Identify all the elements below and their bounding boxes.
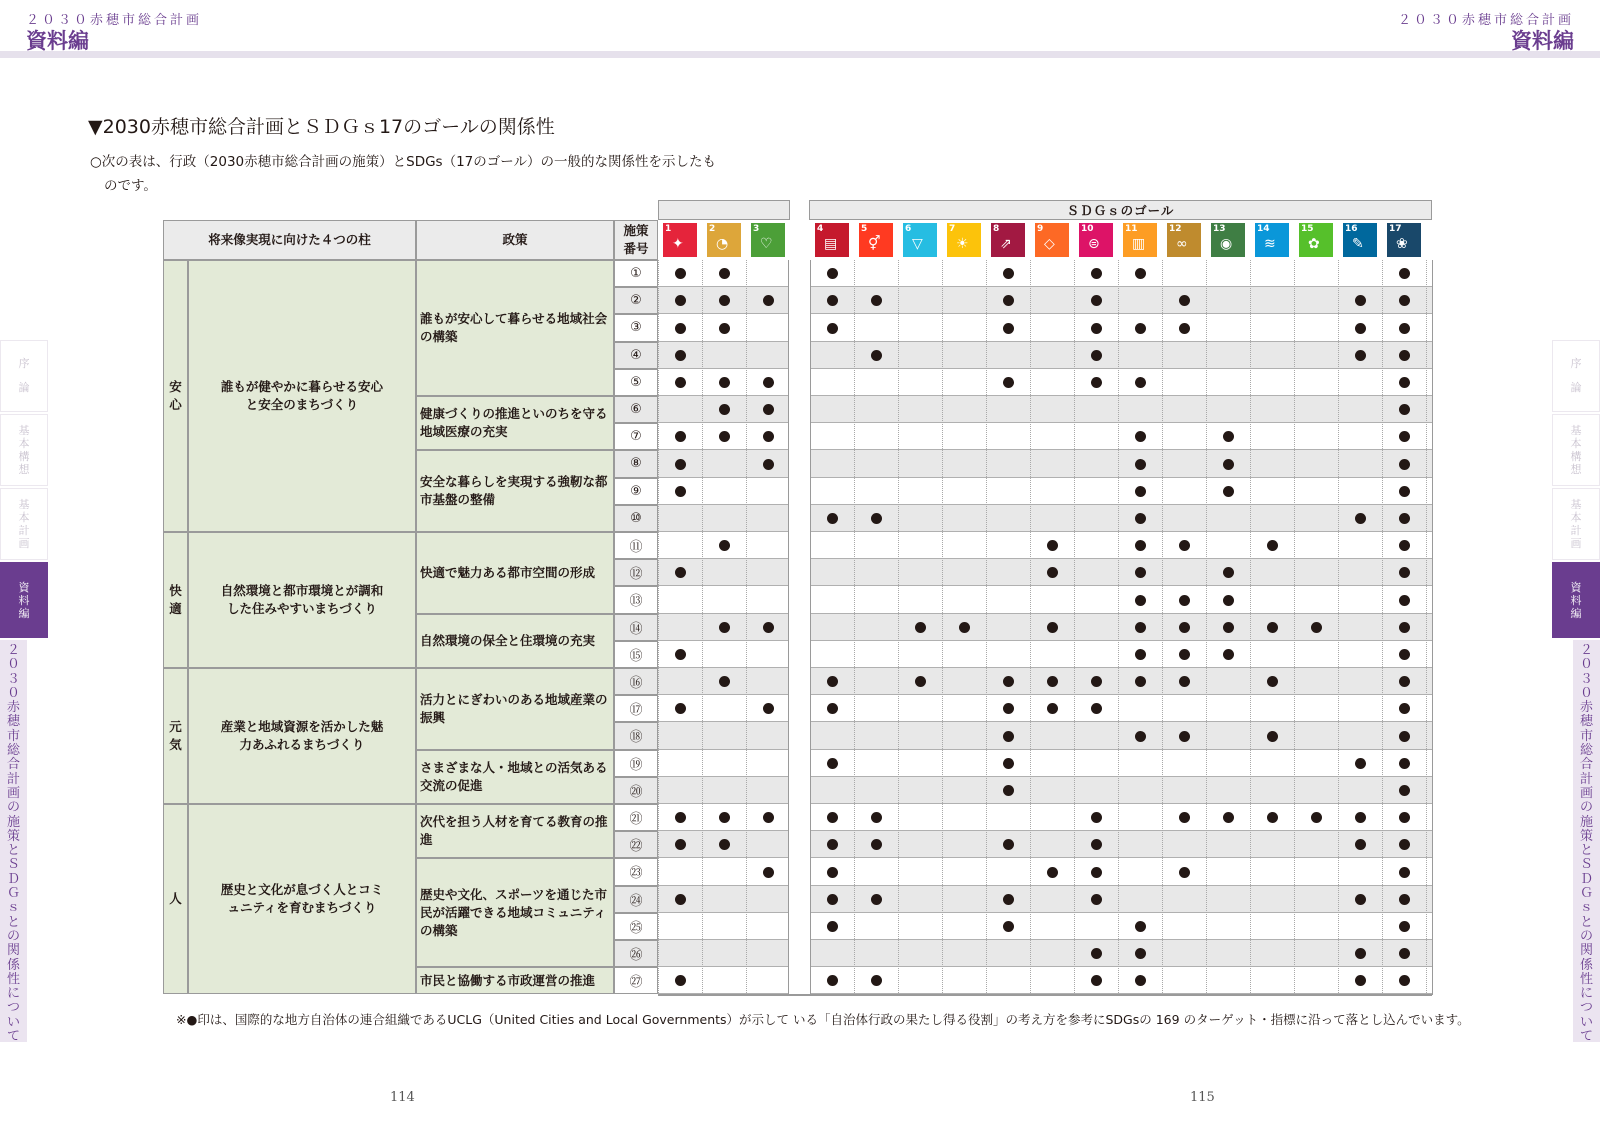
relation-dot xyxy=(1135,513,1146,524)
description-line-1: ○次の表は、行政（2030赤穂市総合計画の施策）とSDGs（17のゴール）の一般的な関係性を示したも xyxy=(90,154,717,170)
good-health-icon: 3 ♡ xyxy=(751,223,785,257)
page-number-left: 114 xyxy=(390,1090,415,1105)
relation-dot xyxy=(1003,785,1014,796)
measure-number: ⑱ xyxy=(614,722,658,749)
relation-dot xyxy=(1355,350,1366,361)
relation-dot xyxy=(675,894,686,905)
relation-dot xyxy=(763,867,774,878)
footnote-right: いる「自治体行政の果たし得る役割」の考え方を参考にSDGsの 169 のターゲット・指標に沿って落とし込んでいます。 xyxy=(793,1012,1470,1027)
measure-number: ② xyxy=(614,287,658,314)
side-tab-label: 基本構想 xyxy=(18,424,30,476)
relation-dot xyxy=(1135,377,1146,388)
column-divider xyxy=(1432,260,1433,995)
measure-number: ⑦ xyxy=(614,423,658,450)
relation-dot xyxy=(827,921,838,932)
quality-education-icon: 4 ▤ xyxy=(815,223,849,257)
relation-dot xyxy=(1355,513,1366,524)
side-tab-label: 資料編 xyxy=(1570,580,1582,620)
relation-dot xyxy=(1223,431,1234,442)
header-title-left: 資料編 xyxy=(26,29,89,53)
side-vertical-label-right xyxy=(1573,640,1600,1045)
measure-number: ⑤ xyxy=(614,369,658,396)
measure-number: ⑭ xyxy=(614,614,658,641)
measure-number: ⑳ xyxy=(614,777,658,804)
relation-dot xyxy=(1399,404,1410,415)
pillar-char: 元気 xyxy=(163,668,188,804)
relation-dot xyxy=(1135,567,1146,578)
page-number-right: 115 xyxy=(1190,1090,1215,1105)
side-vertical-label-left xyxy=(0,640,27,1045)
table-row-left xyxy=(658,777,788,804)
relation-dot xyxy=(915,622,926,633)
measure-number: ⑲ xyxy=(614,750,658,777)
column-divider xyxy=(1074,260,1075,995)
relation-dot xyxy=(1223,649,1234,660)
sustainable-cities-icon: 11 ▥ xyxy=(1123,223,1157,257)
relation-dot xyxy=(1399,459,1410,470)
side-tab-appendix-right[interactable] xyxy=(1552,562,1600,638)
relation-dot xyxy=(827,676,838,687)
policy-cell: 歴史や文化、スポーツを通じた市民が活躍できる地域コミュニティの構築 xyxy=(416,858,614,967)
relation-dot xyxy=(1355,812,1366,823)
relation-dot xyxy=(827,839,838,850)
side-tab-label: 序論 xyxy=(1570,357,1582,394)
relation-dot xyxy=(871,975,882,986)
measure-number: ㉒ xyxy=(614,831,658,858)
relation-dot xyxy=(1399,595,1410,606)
relation-dot xyxy=(827,295,838,306)
measure-number: ⑯ xyxy=(614,668,658,695)
relation-dot xyxy=(1135,486,1146,497)
relation-dot xyxy=(1267,676,1278,687)
relation-dot xyxy=(763,812,774,823)
relation-dot xyxy=(1399,540,1410,551)
relation-dot xyxy=(1179,731,1190,742)
column-divider xyxy=(810,260,811,995)
relation-dot xyxy=(675,377,686,388)
table-row-left xyxy=(658,722,788,749)
relation-dot xyxy=(763,622,774,633)
relation-dot xyxy=(1003,703,1014,714)
relation-dot xyxy=(1399,350,1410,361)
relation-dot xyxy=(871,513,882,524)
measure-number: ㉕ xyxy=(614,913,658,940)
side-tab-plan-right[interactable] xyxy=(1552,488,1600,560)
partnerships-icon: 17 ❀ xyxy=(1387,223,1421,257)
relation-dot xyxy=(871,350,882,361)
measure-number: ㉑ xyxy=(614,804,658,831)
header-subtitle-left: ２０３０赤穂市総合計画 xyxy=(26,13,203,28)
relation-dot xyxy=(719,295,730,306)
side-tab-label: 基本計画 xyxy=(1570,498,1582,550)
relation-dot xyxy=(1399,921,1410,932)
relation-dot xyxy=(1223,595,1234,606)
relation-dot xyxy=(719,268,730,279)
relation-dot xyxy=(1399,268,1410,279)
relation-dot xyxy=(763,703,774,714)
relation-dot xyxy=(1355,975,1366,986)
peace-justice-icon: 16 ✎ xyxy=(1343,223,1377,257)
relation-dot xyxy=(1003,839,1014,850)
table-row-left xyxy=(658,940,788,967)
page-header xyxy=(0,0,1600,58)
relation-dot xyxy=(1223,567,1234,578)
relation-dot xyxy=(1003,894,1014,905)
life-on-land-icon: 15 ✿ xyxy=(1299,223,1333,257)
relation-dot xyxy=(827,812,838,823)
policy-cell: 誰もが安心して暮らせる地域社会の構築 xyxy=(416,260,614,396)
relation-dot xyxy=(1091,323,1102,334)
relation-dot xyxy=(719,839,730,850)
relation-dot xyxy=(1399,513,1410,524)
relation-dot xyxy=(719,622,730,633)
relation-dot xyxy=(1091,676,1102,687)
relation-dot xyxy=(1399,295,1410,306)
description xyxy=(90,150,716,198)
relation-dot xyxy=(1179,622,1190,633)
relation-dot xyxy=(1091,975,1102,986)
relation-dot xyxy=(675,703,686,714)
relation-dot xyxy=(1267,540,1278,551)
relation-dot xyxy=(1399,839,1410,850)
side-tab-intro-left[interactable] xyxy=(0,340,48,412)
relation-dot xyxy=(1135,921,1146,932)
relation-dot xyxy=(1179,323,1190,334)
pillar-char: 人 xyxy=(163,804,188,994)
relation-dot xyxy=(1267,731,1278,742)
table-row-left xyxy=(658,913,788,940)
relation-dot xyxy=(1003,676,1014,687)
reduced-inequalities-icon: 10 ⊜ xyxy=(1079,223,1113,257)
measure-number: ⑧ xyxy=(614,450,658,477)
relation-dot xyxy=(1179,676,1190,687)
relation-dot xyxy=(1047,540,1058,551)
column-divider xyxy=(898,260,899,995)
relation-dot xyxy=(719,540,730,551)
relation-dot xyxy=(871,839,882,850)
side-tab-label: 基本構想 xyxy=(1570,424,1582,476)
relation-dot xyxy=(1399,758,1410,769)
side-tab-plan-left[interactable] xyxy=(0,488,48,560)
measure-number: ㉔ xyxy=(614,886,658,913)
measure-number: ㉓ xyxy=(614,858,658,885)
description-line-2: のです。 xyxy=(104,178,157,194)
relation-dot xyxy=(1399,867,1410,878)
climate-action-icon: 13 ◉ xyxy=(1211,223,1245,257)
relation-dot xyxy=(1091,295,1102,306)
relation-dot xyxy=(675,486,686,497)
relation-dot xyxy=(827,268,838,279)
relation-dot xyxy=(675,839,686,850)
side-tab-label: 基本計画 xyxy=(18,498,30,550)
policy-cell: 次代を担う人材を育てる教育の推進 xyxy=(416,804,614,858)
relation-dot xyxy=(1135,540,1146,551)
relation-dot xyxy=(1399,894,1410,905)
relation-dot xyxy=(719,323,730,334)
relation-dot xyxy=(675,459,686,470)
measure-number: ㉗ xyxy=(614,967,658,994)
side-tab-concept-right[interactable] xyxy=(1552,414,1600,486)
pillar-char: 安心 xyxy=(163,260,188,532)
measure-number: ⑩ xyxy=(614,505,658,532)
side-vertical-text: ２０３０赤穂市総合計画の施策とＳＤＧｓとの関係性について xyxy=(7,643,21,1045)
relation-dot xyxy=(1179,867,1190,878)
policy-cell: 市民と協働する市政運営の推進 xyxy=(416,967,614,994)
relation-dot xyxy=(1223,459,1234,470)
relation-dot xyxy=(1399,676,1410,687)
relation-dot xyxy=(1091,894,1102,905)
relation-dot xyxy=(1223,622,1234,633)
relation-dot xyxy=(1135,323,1146,334)
relation-dot xyxy=(763,377,774,388)
table-row-left xyxy=(658,586,788,613)
header-pillar: 将来像実現に向けた４つの柱 xyxy=(163,220,416,260)
relation-dot xyxy=(763,404,774,415)
gender-equality-icon: 5 ⚥ xyxy=(859,223,893,257)
relation-dot xyxy=(1047,867,1058,878)
measure-number: ③ xyxy=(614,314,658,341)
relation-dot xyxy=(1135,622,1146,633)
relation-dot xyxy=(827,867,838,878)
relation-dot xyxy=(719,377,730,388)
relation-dot xyxy=(675,975,686,986)
pillar-name: 産業と地域資源を活かした魅力あふれるまちづくり xyxy=(188,668,416,804)
relation-dot xyxy=(1135,268,1146,279)
relation-dot xyxy=(871,894,882,905)
relation-dot xyxy=(1267,622,1278,633)
side-tab-concept-left[interactable] xyxy=(0,414,48,486)
measure-number: ⑮ xyxy=(614,641,658,668)
relation-dot xyxy=(1267,812,1278,823)
clean-water-icon: 6 ▽ xyxy=(903,223,937,257)
relation-dot xyxy=(1091,350,1102,361)
measure-number: ⑫ xyxy=(614,559,658,586)
relation-dot xyxy=(871,812,882,823)
pillar-name: 誰もが健やかに暮らせる安心と安全のまちづくり xyxy=(188,260,416,532)
relation-dot xyxy=(1399,975,1410,986)
relation-dot xyxy=(1047,703,1058,714)
measure-number: ㉖ xyxy=(614,940,658,967)
pillar-name: 歴史と文化が息づく人とコミュニティを育むまちづくり xyxy=(188,804,416,994)
relation-dot xyxy=(827,703,838,714)
measure-number: ⑪ xyxy=(614,532,658,559)
relation-dot xyxy=(1223,486,1234,497)
relation-dot xyxy=(1399,377,1410,388)
relation-dot xyxy=(1091,948,1102,959)
relation-dot xyxy=(1399,785,1410,796)
relation-dot xyxy=(1179,649,1190,660)
relation-dot xyxy=(1003,268,1014,279)
relation-dot xyxy=(871,295,882,306)
measure-number: ⑰ xyxy=(614,695,658,722)
relation-dot xyxy=(1179,295,1190,306)
relation-dot xyxy=(1399,622,1410,633)
column-divider xyxy=(746,260,747,995)
relation-dot xyxy=(719,404,730,415)
relation-dot xyxy=(1179,540,1190,551)
relation-dot xyxy=(1135,731,1146,742)
relation-dot xyxy=(719,812,730,823)
relation-dot xyxy=(1399,948,1410,959)
relation-dot xyxy=(1091,839,1102,850)
relation-dot xyxy=(1135,948,1146,959)
relation-dot xyxy=(1047,567,1058,578)
relation-dot xyxy=(1135,431,1146,442)
table-row-left xyxy=(658,505,788,532)
relation-dot xyxy=(1355,758,1366,769)
relation-dot xyxy=(1003,295,1014,306)
relation-dot xyxy=(1135,595,1146,606)
relation-dot xyxy=(1135,649,1146,660)
sdg-header-left-part xyxy=(658,200,790,220)
relation-dot xyxy=(1135,975,1146,986)
relation-dot xyxy=(675,567,686,578)
pillar-char: 快適 xyxy=(163,532,188,668)
column-divider xyxy=(986,260,987,995)
table-bottom-border xyxy=(658,994,1432,996)
relation-dot xyxy=(1399,567,1410,578)
relation-dot xyxy=(1047,622,1058,633)
relation-dot xyxy=(763,431,774,442)
measure-number: ⑨ xyxy=(614,478,658,505)
relation-dot xyxy=(1135,459,1146,470)
column-divider xyxy=(942,260,943,995)
relation-dot xyxy=(1003,758,1014,769)
column-divider xyxy=(1382,260,1383,995)
policy-cell: 快適で魅力ある都市空間の形成 xyxy=(416,532,614,614)
relation-dot xyxy=(1091,703,1102,714)
relation-dot xyxy=(1399,486,1410,497)
relation-dot xyxy=(1003,323,1014,334)
column-divider xyxy=(1030,260,1031,995)
relation-dot xyxy=(827,758,838,769)
header-number: 施策番号 xyxy=(614,220,658,260)
column-divider xyxy=(1426,260,1427,995)
section-title: ▼2030赤穂市総合計画とＳＤＧｓ17のゴールの関係性 xyxy=(88,116,555,138)
pillar-name: 自然環境と都市環境とが調和した住みやすいまちづくり xyxy=(188,532,416,668)
relation-dot xyxy=(827,323,838,334)
side-tab-intro-right[interactable] xyxy=(1552,340,1600,412)
relation-dot xyxy=(1399,731,1410,742)
relation-dot xyxy=(1399,812,1410,823)
no-poverty-icon: 1 ✦ xyxy=(663,223,697,257)
footnote-left: ※●印は、国際的な地方自治体の連合組織であるUCLG（United Cities and Local Governments）が示して xyxy=(176,1012,790,1027)
relation-dot xyxy=(1399,703,1410,714)
relation-dot xyxy=(719,431,730,442)
measure-number: ⑬ xyxy=(614,586,658,613)
relation-dot xyxy=(763,295,774,306)
relation-dot xyxy=(675,649,686,660)
relation-dot xyxy=(1179,812,1190,823)
column-divider xyxy=(1206,260,1207,995)
column-divider xyxy=(702,260,703,995)
header-title-right: 資料編 xyxy=(1511,29,1574,53)
relation-dot xyxy=(1091,812,1102,823)
relation-dot xyxy=(1355,295,1366,306)
relation-dot xyxy=(675,350,686,361)
relation-dot xyxy=(1003,921,1014,932)
life-below-water-icon: 14 ≋ xyxy=(1255,223,1289,257)
side-vertical-text: ２０３０赤穂市総合計画の施策とＳＤＧｓとの関係性について xyxy=(1580,643,1594,1045)
side-tab-appendix-left[interactable] xyxy=(0,562,48,638)
header-policy: 政策 xyxy=(416,220,614,260)
measure-number: ⑥ xyxy=(614,396,658,423)
zero-hunger-icon: 2 ◔ xyxy=(707,223,741,257)
relation-dot xyxy=(1003,377,1014,388)
column-divider xyxy=(1294,260,1295,995)
responsible-consumption-icon: 12 ∞ xyxy=(1167,223,1201,257)
sdg-header: ＳＤＧｓのゴール xyxy=(809,200,1432,220)
policy-cell: 自然環境の保全と住環境の充実 xyxy=(416,614,614,668)
relation-dot xyxy=(915,676,926,687)
measure-number: ① xyxy=(614,260,658,287)
relation-dot xyxy=(1311,812,1322,823)
relation-dot xyxy=(1355,948,1366,959)
column-divider xyxy=(1162,260,1163,995)
relation-dot xyxy=(827,894,838,905)
decent-work-icon: 8 ⇗ xyxy=(991,223,1025,257)
relation-dot xyxy=(1223,812,1234,823)
relation-dot xyxy=(1091,268,1102,279)
relation-dot xyxy=(1091,377,1102,388)
relation-dot xyxy=(1399,323,1410,334)
relation-dot xyxy=(675,323,686,334)
side-tab-label: 資料編 xyxy=(18,580,30,620)
policy-cell: 活力とにぎわいのある地域産業の振興 xyxy=(416,668,614,750)
relation-dot xyxy=(1399,431,1410,442)
relation-dot xyxy=(1399,649,1410,660)
relation-dot xyxy=(1355,839,1366,850)
relation-dot xyxy=(675,268,686,279)
sdg-relationship-table xyxy=(163,220,1432,995)
column-divider xyxy=(1338,260,1339,995)
relation-dot xyxy=(1355,323,1366,334)
policy-cell: 安全な暮らしを実現する強靭な都市基盤の整備 xyxy=(416,450,614,532)
relation-dot xyxy=(959,622,970,633)
relation-dot xyxy=(1091,867,1102,878)
relation-dot xyxy=(719,676,730,687)
column-divider xyxy=(854,260,855,995)
relation-dot xyxy=(675,431,686,442)
column-divider xyxy=(1118,260,1119,995)
relation-dot xyxy=(827,513,838,524)
relation-dot xyxy=(675,295,686,306)
policy-cell: さまざまな人・地域との活気ある交流の促進 xyxy=(416,750,614,804)
column-divider xyxy=(1250,260,1251,995)
policy-cell: 健康づくりの推進といのちを守る地域医療の充実 xyxy=(416,396,614,450)
relation-dot xyxy=(1047,676,1058,687)
relation-dot xyxy=(675,812,686,823)
clean-energy-icon: 7 ☀ xyxy=(947,223,981,257)
relation-dot xyxy=(1355,894,1366,905)
side-tab-label: 序論 xyxy=(18,357,30,394)
relation-dot xyxy=(1135,676,1146,687)
relation-dot xyxy=(1179,595,1190,606)
relation-dot xyxy=(827,975,838,986)
table-gap xyxy=(789,220,809,995)
measure-number: ④ xyxy=(614,342,658,369)
header-subtitle-right: ２０３０赤穂市総合計画 xyxy=(1397,13,1574,28)
industry-innovation-icon: 9 ◇ xyxy=(1035,223,1069,257)
relation-dot xyxy=(1311,622,1322,633)
relation-dot xyxy=(1003,731,1014,742)
column-divider xyxy=(658,260,659,995)
table-row-left xyxy=(658,750,788,777)
relation-dot xyxy=(763,459,774,470)
